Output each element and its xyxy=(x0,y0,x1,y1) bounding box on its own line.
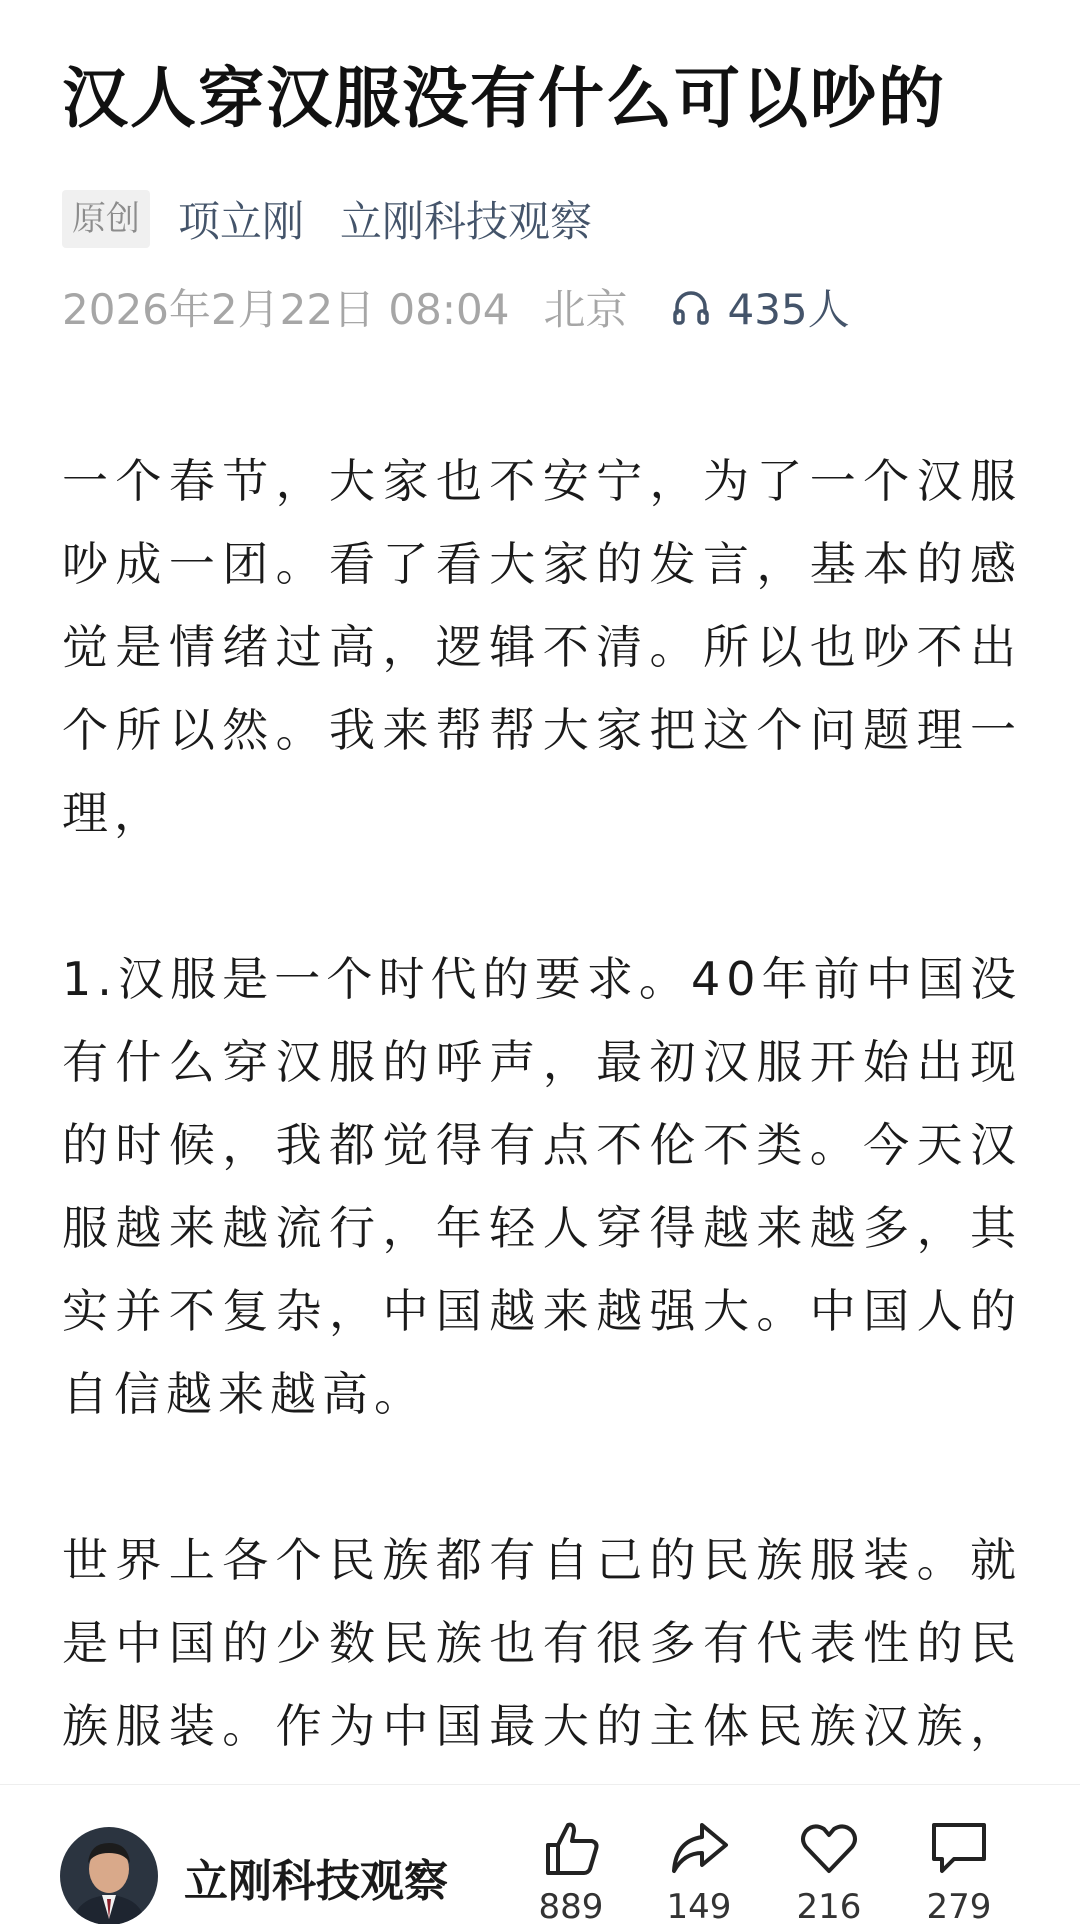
comment-icon xyxy=(928,1817,990,1879)
share-button[interactable] xyxy=(644,1817,754,1924)
share-arrow-icon xyxy=(668,1817,730,1879)
like-count: 889 xyxy=(538,1887,604,1924)
original-badge: 原创 xyxy=(62,190,150,248)
paragraph-1: 一个春节，大家也不安宁，为了一个汉服吵成一团。看了看大家的发言，基本的感觉是情绪过高，逻辑不清。所以也吵不出个所以然。我来帮帮大家把这个问题理一理， xyxy=(62,454,1022,840)
favorite-count: 216 xyxy=(796,1887,862,1924)
article-title: 汉人穿汉服没有什么可以吵的 xyxy=(62,60,946,137)
comment-button[interactable] xyxy=(904,1817,1014,1924)
paragraph-2: 1.汉服是一个时代的要求。40年前中国没有什么穿汉服的呼声，最初汉服开始出现的时候，我都觉得有点不伦不类。今天汉服越来越流行，年轻人穿得越来越多，其实并不复杂，中国越来越强大。中国人的自信越来越高。 xyxy=(62,952,1022,1421)
favorite-button[interactable] xyxy=(774,1817,884,1924)
bottom-author-name[interactable]: 立刚科技观察 xyxy=(184,1856,448,1907)
thumbs-up-icon xyxy=(540,1817,602,1879)
comment-count: 279 xyxy=(926,1887,992,1924)
listen-button[interactable] xyxy=(671,277,849,337)
paragraph-3: 世界上各个民族都有自己的民族服装。就是中国的少数民族也有很多有代表性的民族服装。作为中国最大的主体民族汉族， xyxy=(62,1533,1022,1753)
bottom-action-bar xyxy=(0,1784,1080,1924)
headphones-icon xyxy=(671,287,711,327)
listener-count: 435人 xyxy=(727,285,850,334)
publish-location: 北京 xyxy=(543,285,628,334)
author-meta-row xyxy=(62,188,628,250)
avatar[interactable] xyxy=(60,1827,158,1924)
author-link[interactable]: 项立刚 xyxy=(178,197,305,246)
publish-info-row xyxy=(62,274,850,340)
channel-link[interactable]: 立刚科技观察 xyxy=(340,197,593,246)
share-count: 149 xyxy=(666,1887,732,1924)
publish-date: 2026年2月22日 08:04 xyxy=(62,285,510,334)
article-body xyxy=(62,440,1022,1924)
heart-icon xyxy=(798,1817,860,1879)
like-button[interactable] xyxy=(516,1817,626,1924)
